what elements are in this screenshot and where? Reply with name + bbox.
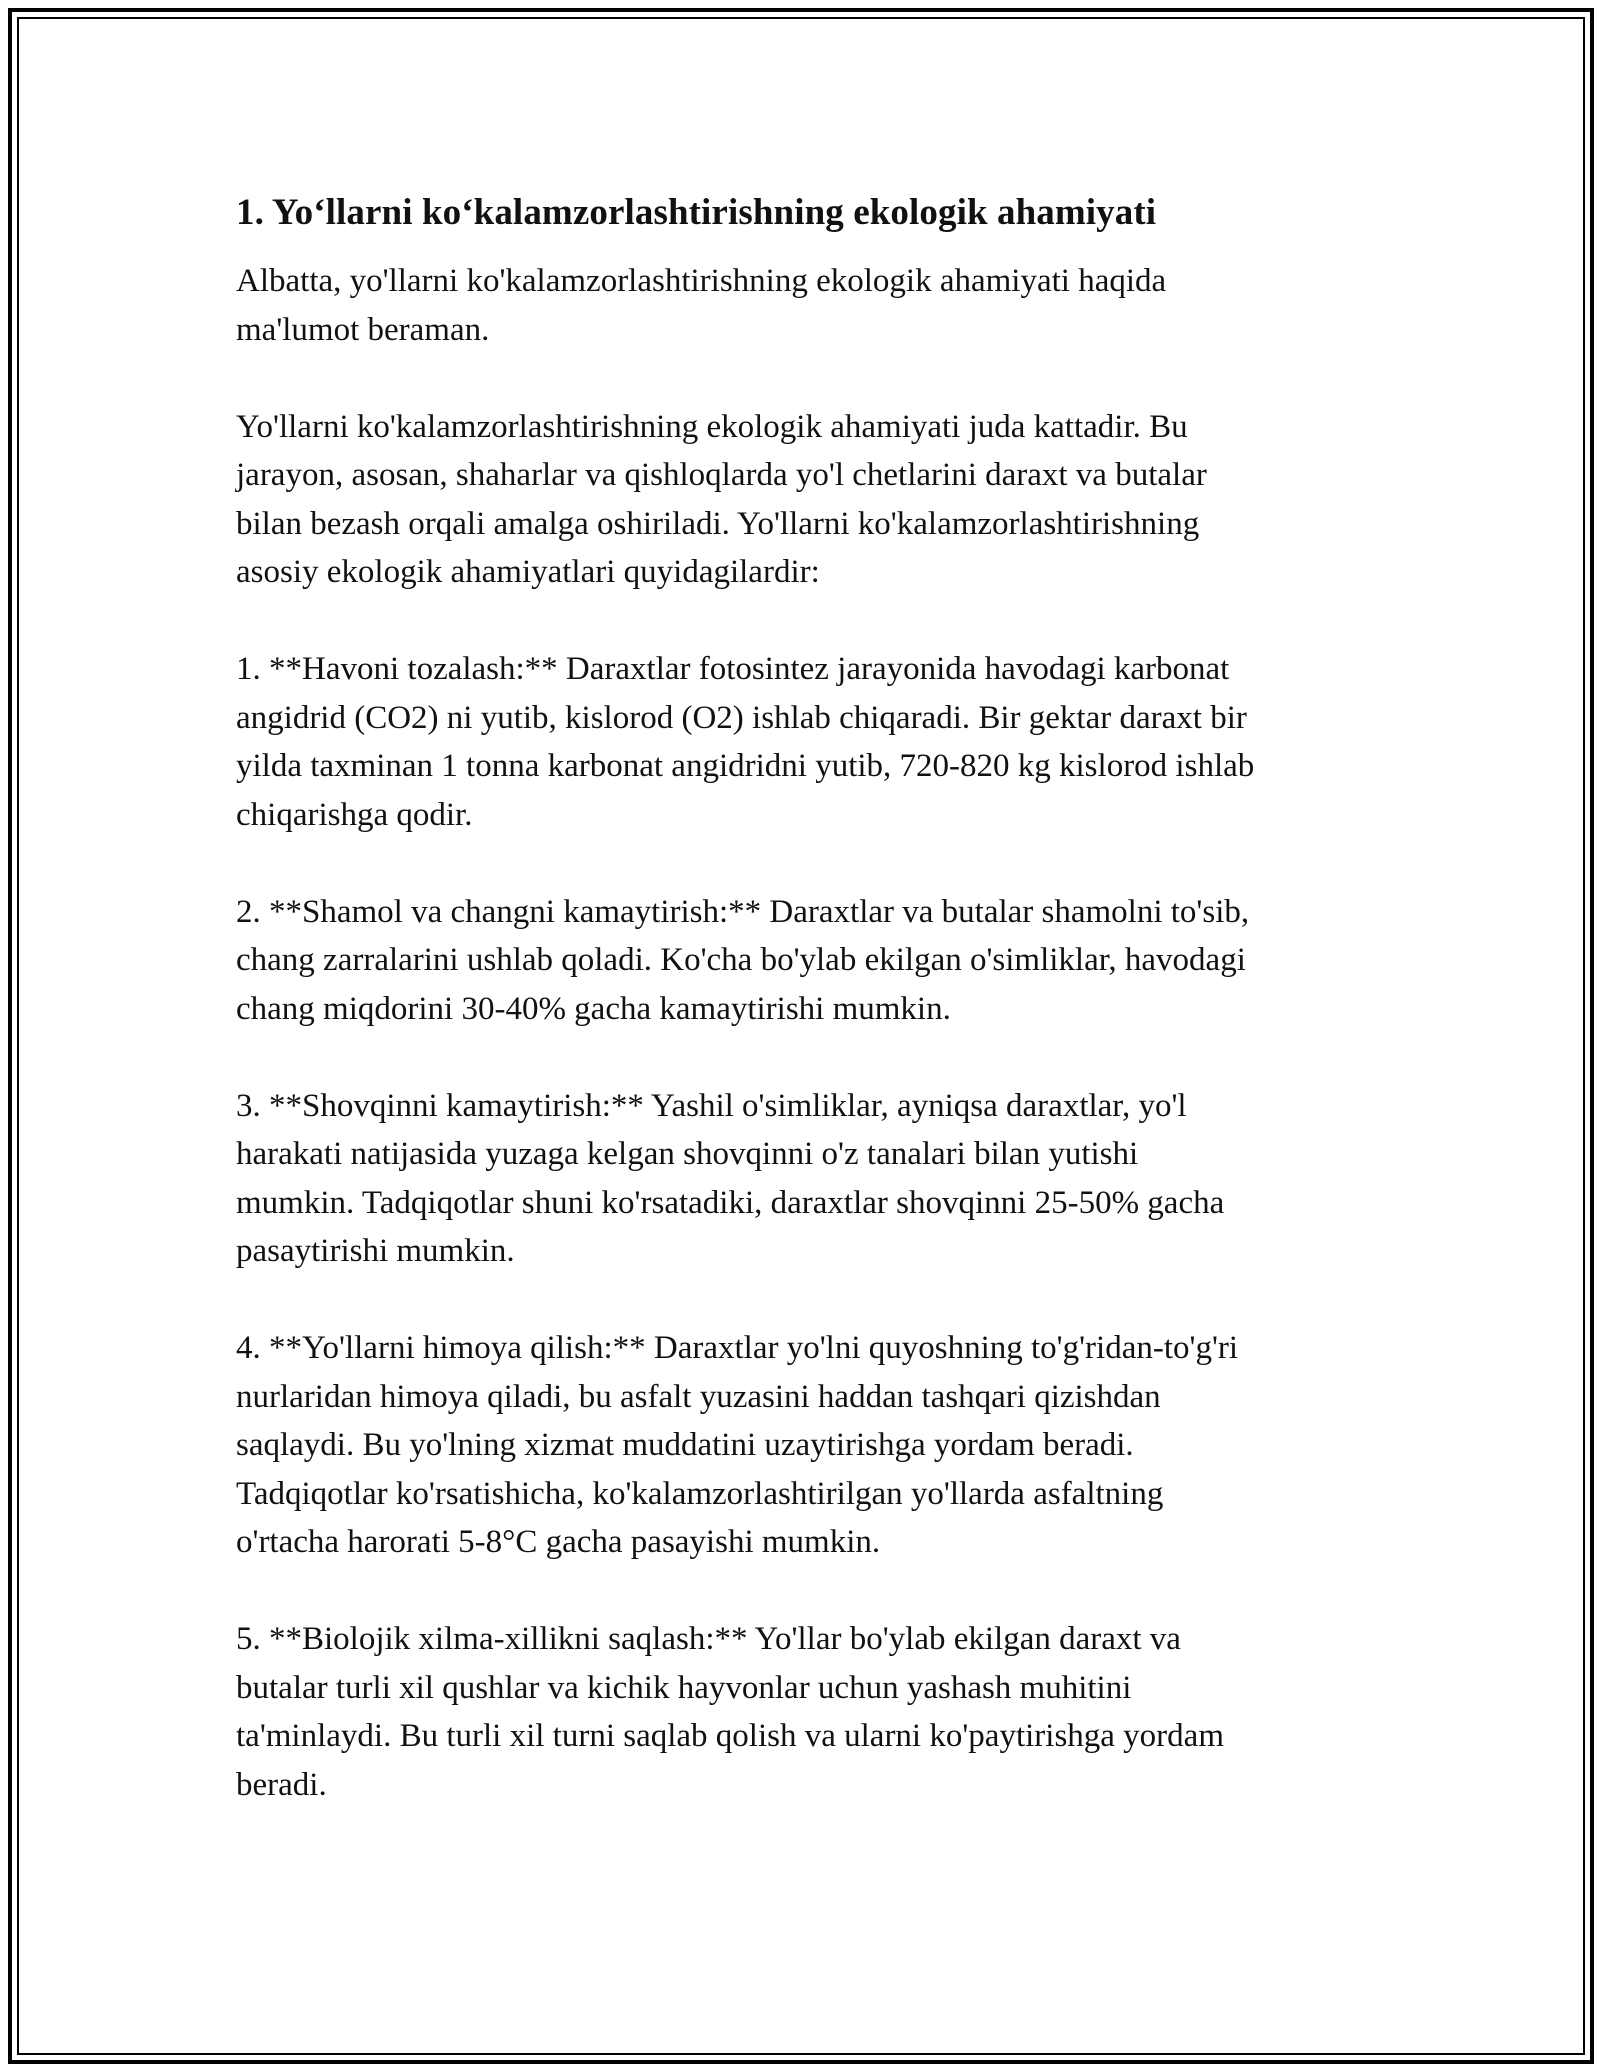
document-title: 1. Yo‘llarni ko‘kalamzorlashtirishning ekologik ahamiyati bbox=[236, 192, 1157, 233]
intro-paragraph: Albatta, yo'llarni ko'kalamzorlashtirishning ekologik ahamiyati haqida ma'lumot beraman. bbox=[236, 263, 1167, 348]
list-item-5-paragraph: 5. **Biolojik xilma-xillikni saqlash:** Yo'llar bo'ylab ekilgan daraxt va butalar turli xil qushlar va kichik hayvonlar uchun yashash muhitini ta'minlaydi. Bu turli xil turni saqlab qolish va ularni ko'paytirishga yordam beradi. bbox=[236, 1621, 1224, 1803]
list-item-3-paragraph: 3. **Shovqinni kamaytirish:** Yashil o'simliklar, ayniqsa daraxtlar, yo'l harakati natijasida yuzaga kelgan shovqinni o'z tanalari bilan yutishi mumkin. Tadqiqotlar shuni ko'rsatadiki, daraxtlar shovqinni 25-50% gacha pasaytirishi mumkin. bbox=[236, 1087, 1225, 1269]
document-page bbox=[236, 185, 1376, 1809]
list-item-1-paragraph: 1. **Havoni tozalash:** Daraxtlar fotosintez jarayonida havodagi karbonat angidrid (CO2) ni yutib, kislorod (O2) ishlab chiqaradi. Bir gektar daraxt bir yilda taxminan 1 tonna karbonat angidridni yutib, 720-820 kg kislorod ishlab chiqarishga qodir. bbox=[236, 651, 1255, 833]
list-item-4-paragraph: 4. **Yo'llarni himoya qilish:** Daraxtlar yo'lni quyoshning to'g'ridan-to'g'ri nurlaridan himoya qiladi, bu asfalt yuzasini haddan tashqari qizishdan saqlaydi. Bu yo'lning xizmat muddatini uzaytirishga yordam beradi. Tadqiqotlar ko'rsatishicha, ko'kalamzorlashtirilgan yo'llarda asfaltning o'rtacha harorati 5-8°C gacha pasayishi mumkin. bbox=[236, 1330, 1239, 1560]
overview-paragraph: Yo'llarni ko'kalamzorlashtirishning ekologik ahamiyati juda kattadir. Bu jarayon, asosan, shaharlar va qishloqlarda yo'l chetlarini daraxt va butalar bilan bezash orqali amalga oshiriladi. Yo'llarni ko'kalamzorlashtirishning asosiy ekologik ahamiyatlari quyidagilardir: bbox=[236, 408, 1207, 590]
list-item-2-paragraph: 2. **Shamol va changni kamaytirish:** Daraxtlar va butalar shamolni to'sib, chang zarralarini ushlab qoladi. Ko'cha bo'ylab ekilgan o'simliklar, havodagi chang miqdorini 30-40% gacha kamaytirishi mumkin. bbox=[236, 893, 1250, 1027]
